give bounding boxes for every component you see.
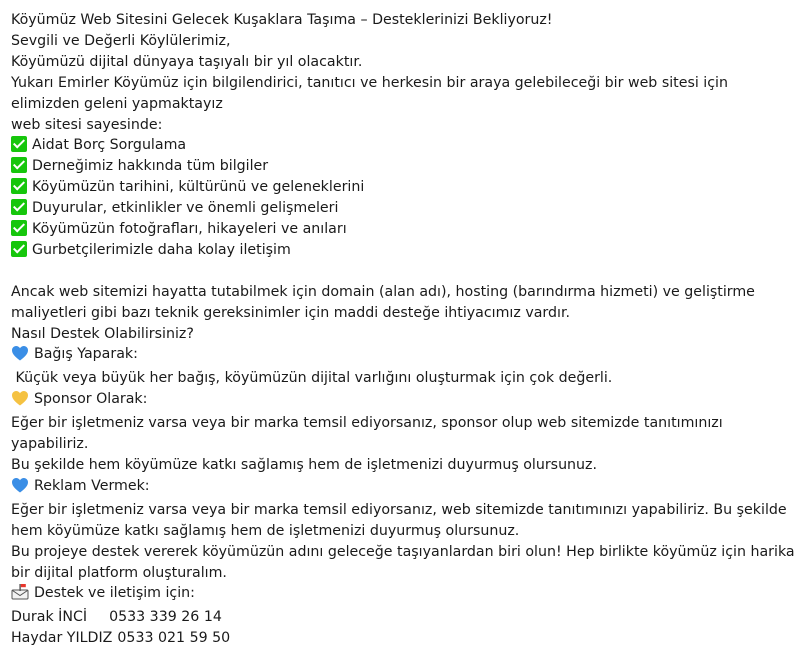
donation-title-text: Bağış Yaparak: <box>34 346 138 363</box>
donation-option-title <box>11 344 797 368</box>
feature-item <box>11 240 797 261</box>
contact-name: Haydar YILDIZ <box>11 630 113 647</box>
donation-option-text: Küçük veya büyük her bağış, köyümüzün dijital varlığını oluşturmak için çok değerli. <box>11 370 613 387</box>
check-mark-button-icon <box>11 241 27 257</box>
contact-phone: 0533 339 26 14 <box>109 609 222 626</box>
ads-option-title <box>11 476 797 500</box>
sponsor-option-title <box>11 389 797 413</box>
contact-person <box>11 607 797 628</box>
feature-label: Gurbetçilerimizle daha kolay iletişim <box>32 241 291 258</box>
mailbox-icon <box>11 583 29 607</box>
feature-label: Köyümüzün fotoğrafları, hikayeleri ve anıları <box>32 221 347 238</box>
contact-person <box>11 628 797 649</box>
check-mark-button-icon <box>11 220 27 236</box>
feature-item <box>11 177 797 198</box>
contact-heading <box>11 583 797 607</box>
blue-heart-icon <box>11 345 29 368</box>
feature-item <box>11 135 797 156</box>
sponsor-title-text: Sponsor Olarak: <box>34 391 148 408</box>
yellow-heart-icon <box>11 390 29 413</box>
greeting: Sevgili ve Değerli Köylülerimiz, <box>11 32 231 49</box>
feature-label: Köyümüzün tarihini, kültürünü ve geleneklerini <box>32 179 365 196</box>
contact-phone: 0533 021 59 50 <box>117 630 231 647</box>
announcement-title: Köyümüz Web Sitesini Gelecek Kuşaklara Taşıma – Desteklerinizi Bekliyoruz! <box>11 12 553 28</box>
feature-item <box>11 198 797 219</box>
sponsor-option-text: Eğer bir işletmeniz varsa veya bir marka temsil ediyorsanız, sponsor olup web sitemizde tanıtımınızı yapabiliriz. <box>11 415 728 453</box>
paragraph-spacer <box>11 261 797 282</box>
funding-need-paragraph: Ancak web sitemizi hayatta tutabilmek için domain (alan adı), hosting (barındırma hizmeti) ve geliştirme maliyetleri gibi bazı teknik gereksinimler için maddi desteğe ihtiyacımız vardır. <box>11 283 760 321</box>
check-mark-button-icon <box>11 199 27 215</box>
feature-label: Aidat Borç Sorgulama <box>32 137 187 154</box>
feature-label: Duyurular, etkinlikler ve önemli gelişmeleri <box>32 200 339 217</box>
check-mark-button-icon <box>11 157 27 173</box>
intro-paragraph-1: Köyümüzü dijital dünyaya taşıyalı bir yıl olacaktır. <box>11 53 363 70</box>
ads-option-text: Eğer bir işletmeniz varsa veya bir marka temsil ediyorsanız, web sitemizde tanıtımınızı yapabiliriz. Bu şekilde hem köyümüze katkı sağlamış hem de işletmenizi duyurmuş olursunuz. <box>11 501 792 539</box>
announcement-document <box>11 10 800 649</box>
support-heading: Nasıl Destek Olabilirsiniz? <box>11 325 194 342</box>
check-mark-button-icon <box>11 136 27 152</box>
sponsor-option-text-2: Bu şekilde hem köyümüze katkı sağlamış hem de işletmenizi duyurmuş olursunuz. <box>11 457 598 474</box>
feature-item <box>11 156 797 177</box>
features-list <box>11 135 797 260</box>
features-heading: web sitesi sayesinde: <box>11 116 163 133</box>
contact-heading-text: Destek ve iletişim için: <box>34 585 195 602</box>
check-mark-button-icon <box>11 178 27 194</box>
ads-title-text: Reklam Vermek: <box>34 477 150 494</box>
feature-item <box>11 219 797 240</box>
blue-heart-icon <box>11 477 29 500</box>
contact-name: Durak İNCİ <box>11 609 88 626</box>
intro-paragraph-2: Yukarı Emirler Köyümüz için bilgilendirici, tanıtıcı ve herkesin bir araya gelebileceği bir web sitesi için elimizden geleni yapmaktayız <box>11 74 733 112</box>
feature-label: Derneğimiz hakkında tüm bilgiler <box>32 158 269 175</box>
closing-paragraph: Bu projeye destek vererek köyümüzün adını geleceğe taşıyanlardan biri olun! Hep birlikte köyümüz için harika bir dijital platform oluşturalım. <box>11 543 800 581</box>
